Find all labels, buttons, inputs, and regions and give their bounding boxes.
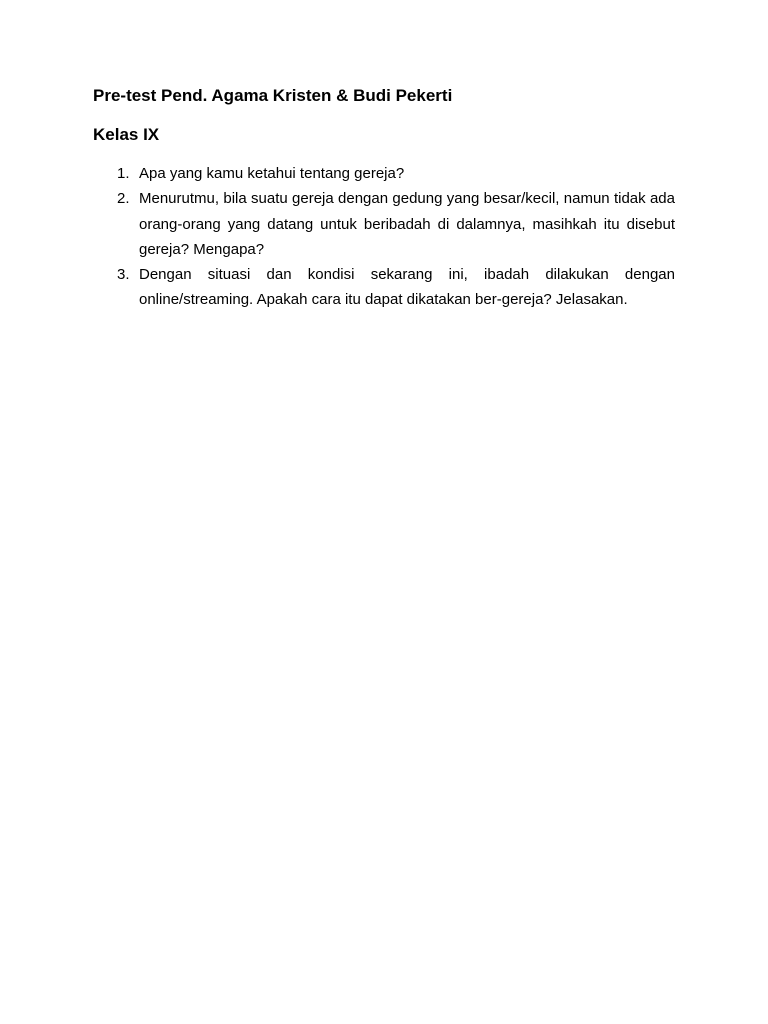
question-list <box>93 161 675 313</box>
question-item-2 <box>93 186 675 262</box>
question-number: 3. <box>117 266 130 284</box>
document-content <box>93 84 675 313</box>
question-item-3 <box>93 262 675 313</box>
class-label: Kelas IX <box>93 125 160 144</box>
question-item-1 <box>93 161 675 186</box>
question-text: Menurutmu, bila suatu gereja dengan gedung yang besar/kecil, namun tidak ada orang-orang yang datang untuk beribadah di dalamnya, masihkah itu disebut gereja? Mengapa? <box>139 190 675 258</box>
question-text: Apa yang kamu ketahui tentang gereja? <box>139 165 405 182</box>
question-number: 2. <box>117 190 130 208</box>
question-text: Dengan situasi dan kondisi sekarang ini, ibadah dilakukan dengan online/streaming. Apakah cara itu dapat dikatakan ber-gereja? Jelasakan. <box>139 266 675 309</box>
question-number: 1. <box>117 165 130 182</box>
document-title: Pre-test Pend. Agama Kristen & Budi Pekerti <box>93 86 453 105</box>
